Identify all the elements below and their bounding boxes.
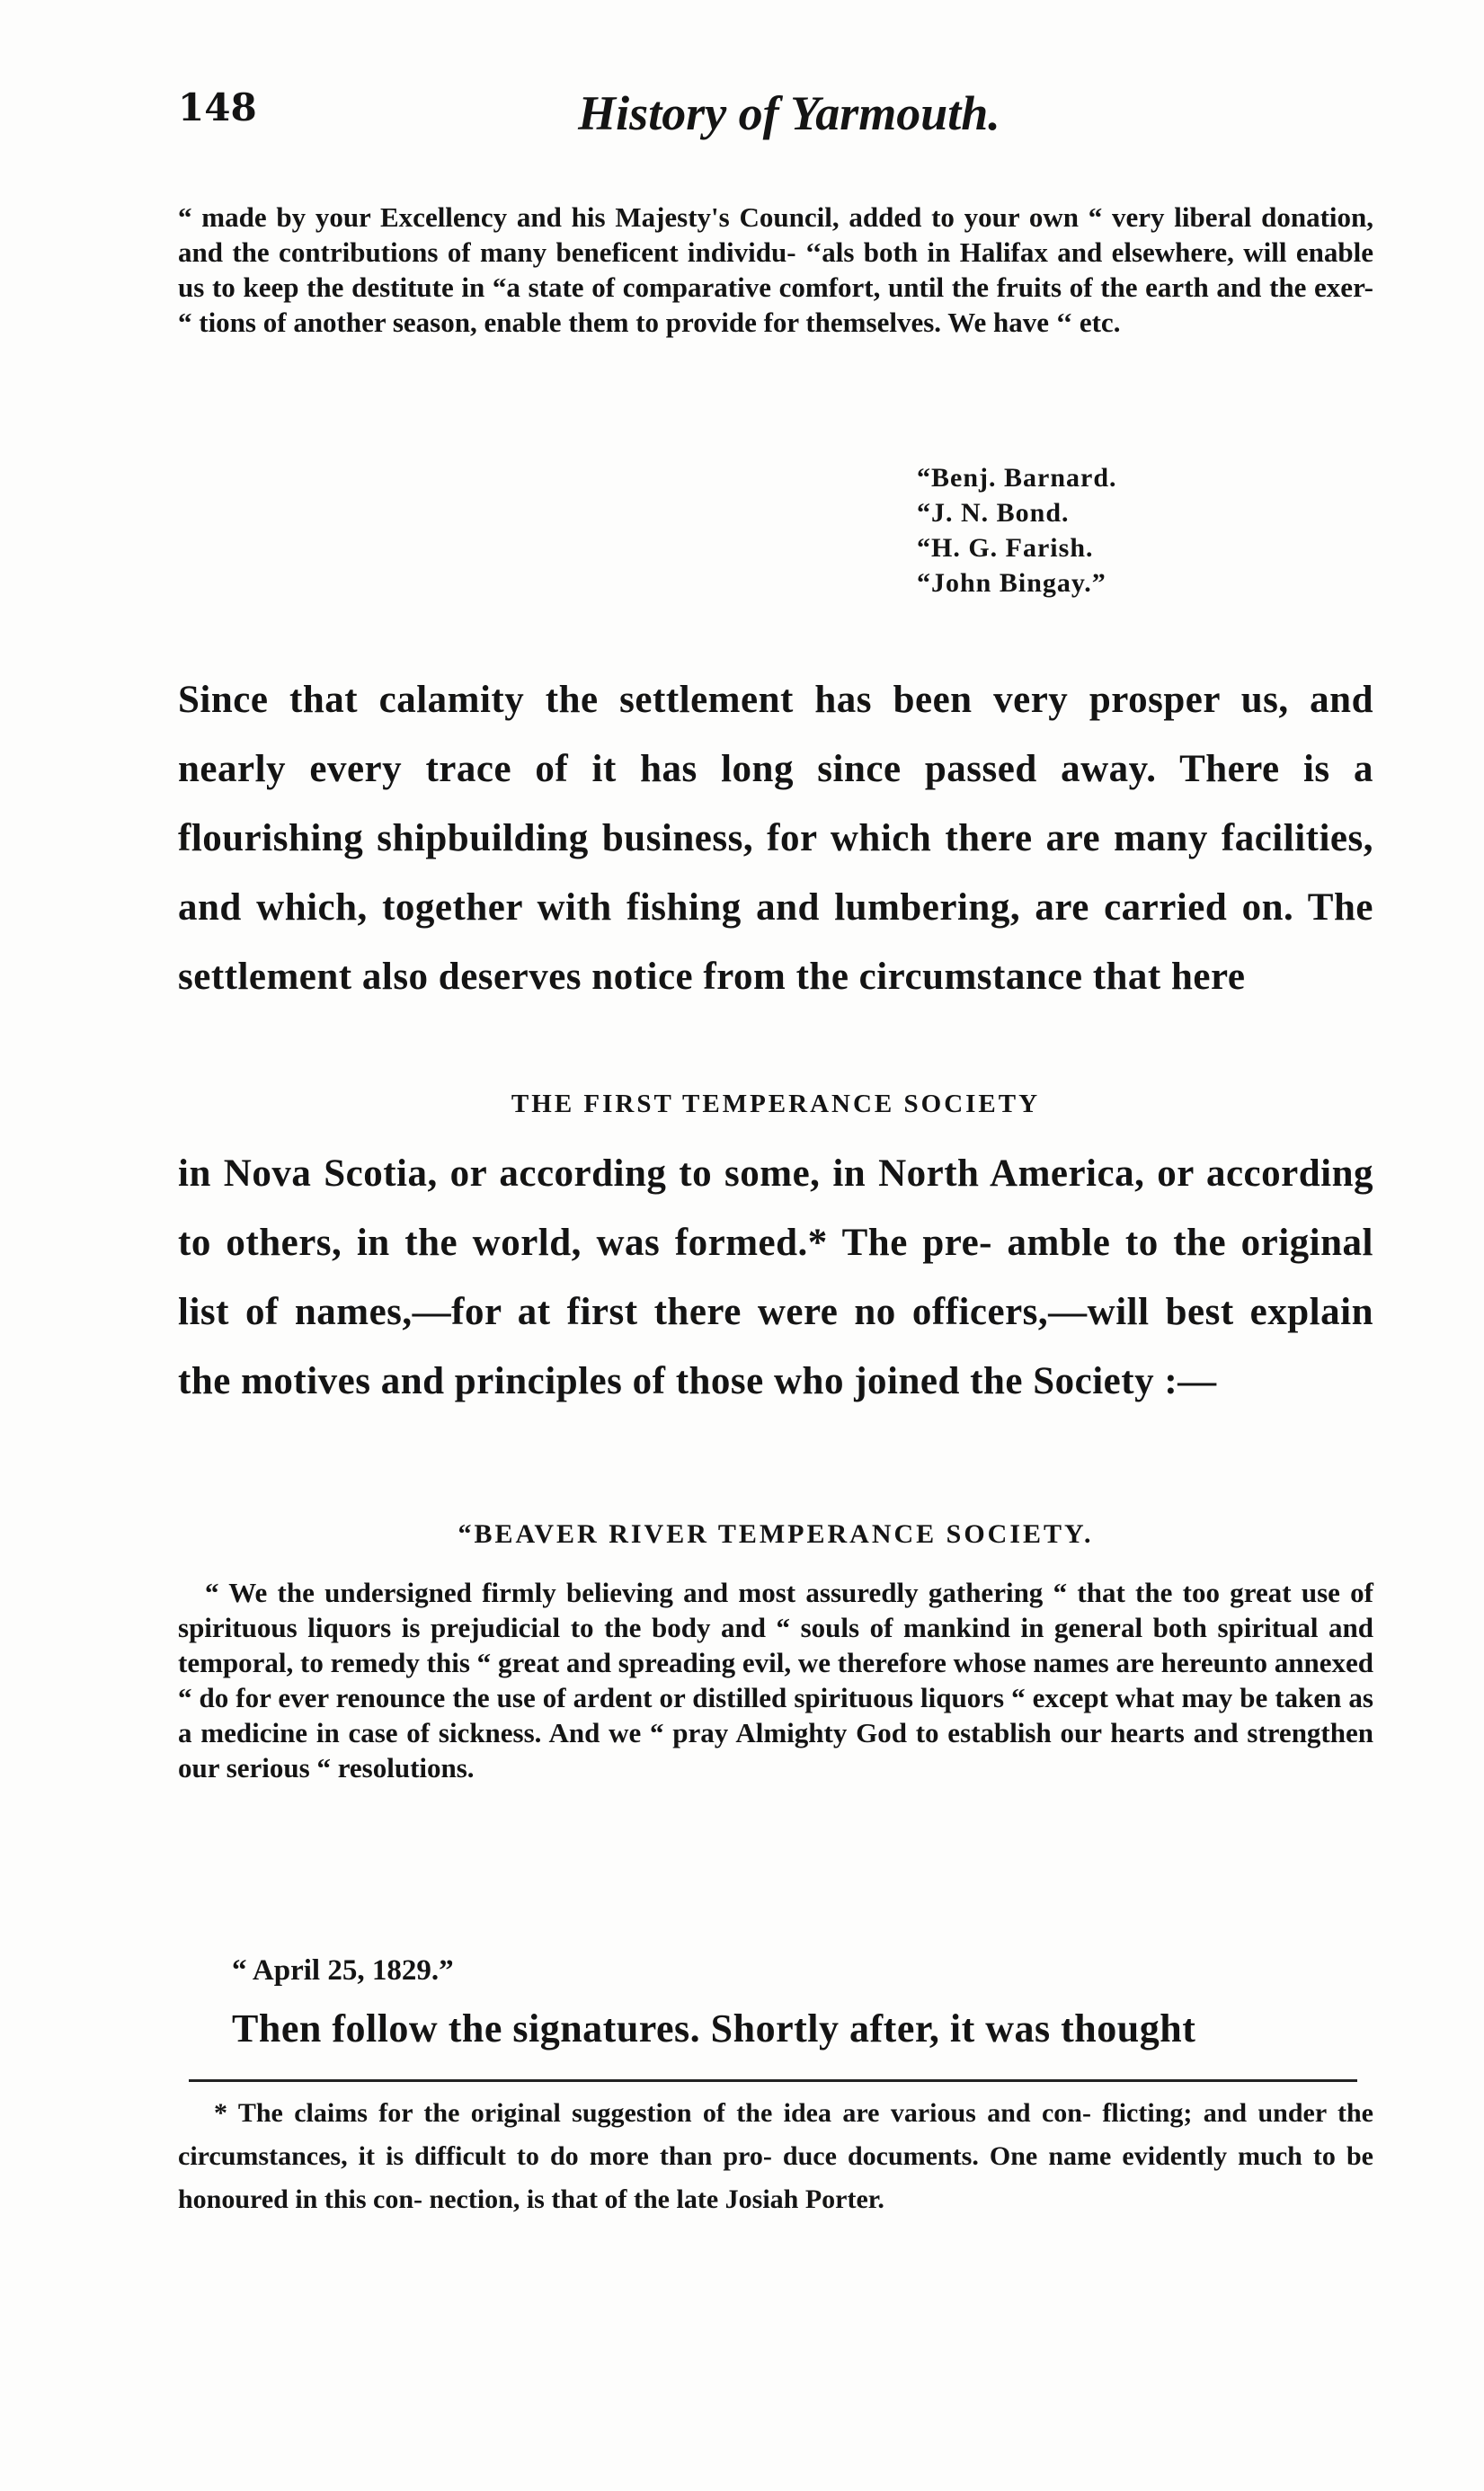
footnote: * The claims for the original suggestion of the idea are various and con- flicting; and under the circumstances, it is difficult to do more than pro- duce documents. One name evidently much to be honoured in this con- nection, is that of the late Josiah Porter.: [178, 2098, 1373, 2214]
signatory: “Benj. Barnard.: [917, 463, 1117, 493]
resolution-date: “ April 25, 1829.”: [232, 1954, 454, 1987]
section-subheading: THE FIRST TEMPERANCE SOCIETY: [511, 1090, 1041, 1118]
signatory-list: [917, 460, 1117, 601]
body-paragraph-1: Since that calamity the settlement has been very prosper us, and nearly every trace of it has long since passed away. There is a flourishing shipbuilding business, for which there are many facilities, and which, together with fishing and lumbering, are carried on. The settlement also deserves notice from the circumstance that here: [178, 679, 1373, 998]
resolution-text: “ We the undersigned firmly believing and most assuredly gathering “ that the too great use of spirituous liquors is prejudicial to the body and “ souls of mankind in general both spiritual and temporal, to remedy this “ great and spreading evil, we therefore whose names are hereunto annexed “ do for ever renounce the use of ardent or distilled spirituous liquors “ except what may be taken as a medicine in case of sickness. And we “ pray Almighty God to establish our hearts and strengthen our serious “ resolutions.: [178, 1577, 1373, 1784]
signatory: “John Bingay.”: [917, 568, 1106, 598]
footnote-divider: [189, 2079, 1357, 2082]
signatory: “J. N. Bond.: [917, 498, 1070, 528]
resolution-heading: “BEAVER RIVER TEMPERANCE SOCIETY.: [458, 1519, 1094, 1549]
letter-excerpt: [178, 200, 1373, 340]
page-header: [178, 85, 1373, 148]
running-title: History of Yarmouth.: [578, 86, 1000, 140]
page-number: 148: [178, 85, 257, 129]
body-paragraph-2: in Nova Scotia, or according to some, in North America, or according to others, in the world, was formed.* The pre- amble to the original list of names,—for at first there were no officers,—will best explain the motives and principles of those who joined the Society :—: [178, 1152, 1373, 1402]
closing-line: Then follow the signatures. Shortly after, it was thought: [232, 2006, 1196, 2051]
letter-text: “ made by your Excellency and his Majesty's Council, added to your own “ very liberal donation, and the contributions of many beneficent individu- ‘‘als both in Halifax and elsewhere, will enable us to keep the destitute in “a state of comparative comfort, until the fruits of the earth and the exer- “ tions of another season, enable them to provide for themselves. We have ‘‘ etc.: [178, 201, 1373, 338]
signatory: “H. G. Farish.: [917, 533, 1094, 563]
